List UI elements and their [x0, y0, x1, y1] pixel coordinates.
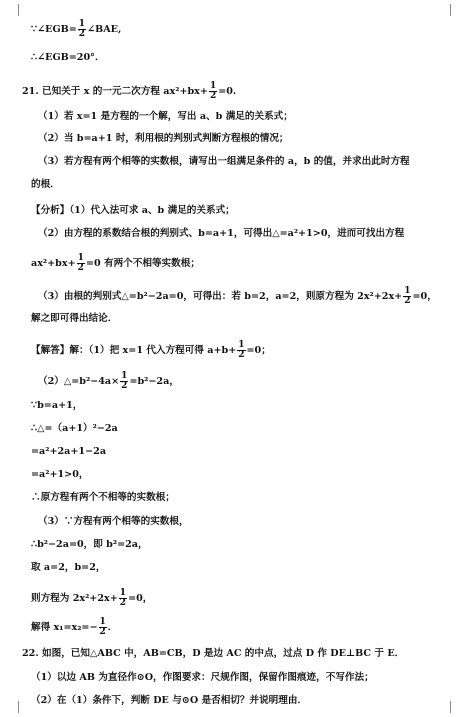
line-text-before-fraction: （3）由根的判别式△=b²−2a=0，可得出：若 b=2，a=2，则原方程为 2x²+2x+ — [38, 291, 403, 302]
line-text-after-fraction: =0， — [128, 593, 153, 604]
text-line-l01 — [31, 20, 451, 39]
line-text: ∴△=（a+1）²−2a — [31, 423, 118, 434]
text-line-l06 — [38, 156, 458, 168]
text-line-l27 — [31, 695, 451, 707]
crop-mark-bottom-right — [450, 701, 461, 713]
line-text-after-fraction: =0. — [218, 86, 237, 97]
fraction-denominator: 2 — [119, 598, 127, 608]
line-text: 解之即可得出结论． — [31, 313, 118, 324]
text-line-l15 — [31, 400, 451, 412]
line-text-after-fraction: ∠BAE, — [87, 24, 122, 35]
crop-mark-top-left — [8, 4, 19, 16]
text-line-l19 — [31, 492, 451, 504]
line-text: （2）当 b=a+1 时，利用根的判别式判断方程根的情况； — [38, 133, 289, 144]
line-text: （1）若 x=1 是方程的一个解，写出 a、b 满足的关系式； — [38, 111, 293, 122]
line-text-before-fraction: （2）△=b²−4a× — [38, 376, 120, 387]
line-text-before-fraction: 解得 x₁=x₂=− — [31, 622, 98, 633]
line-text: 取 a=2，b=2， — [31, 562, 106, 573]
line-text: （2）在（1）条件下，判断 DE 与⊙O 是否相切？并说明理由． — [31, 695, 308, 706]
fraction — [237, 341, 245, 360]
fraction — [77, 254, 85, 273]
fraction — [209, 82, 217, 101]
fraction-numerator: 1 — [99, 617, 106, 627]
text-line-l20 — [38, 516, 458, 528]
line-text-before-fraction: 21. 已知关于 x 的一元二次方程 ax²+bx+ — [22, 86, 208, 97]
fraction-denominator: 2 — [77, 263, 84, 273]
fraction — [403, 287, 411, 306]
fraction — [119, 589, 127, 608]
line-text-before-fraction: 【解答】解：（1）把 x=1 代入方程可得 a+b+ — [31, 345, 237, 356]
text-line-l11 — [38, 287, 458, 306]
text-line-l16 — [31, 423, 451, 435]
fraction-denominator: 2 — [238, 350, 245, 360]
line-text-after-fraction: =b²−2a， — [129, 376, 179, 387]
line-text-after-fraction: =0 有两个不相等实数根； — [85, 258, 200, 269]
text-line-l22 — [31, 562, 451, 574]
line-text-before-fraction: ∵∠EGB= — [31, 24, 77, 35]
text-line-l07 — [31, 179, 451, 191]
fraction — [120, 372, 128, 391]
line-text: （3）∵方程有两个相等的实数根， — [38, 516, 189, 527]
text-line-l08 — [31, 205, 451, 217]
text-line-l18 — [31, 469, 451, 481]
line-text-before-fraction: 则方程为 2x²+2x+ — [31, 593, 118, 604]
text-line-l10 — [31, 254, 451, 273]
text-line-l12 — [31, 313, 451, 325]
text-line-l26 — [31, 672, 451, 684]
line-text: =a²+2a+1−2a — [31, 446, 107, 457]
fraction-numerator: 1 — [77, 253, 84, 263]
fraction-numerator: 1 — [78, 19, 86, 29]
line-text: ∵b=a+1， — [31, 400, 83, 411]
line-text: 【分析】（1）代入法可求 a、b 满足的关系式； — [31, 205, 235, 216]
line-text-before-fraction: ax²+bx+ — [31, 258, 76, 269]
crop-mark-bottom-left — [8, 701, 19, 713]
text-line-l24 — [31, 618, 451, 637]
fraction-denominator: 2 — [99, 627, 106, 637]
line-text: （2）由方程的系数结合根的判别式、b=a+1，可得出△=a²+1>0，进而可找出方程 — [38, 228, 405, 239]
fraction-numerator: 1 — [404, 286, 411, 296]
text-line-l21 — [31, 539, 451, 551]
fraction-denominator: 2 — [78, 29, 86, 39]
text-line-l05 — [38, 133, 458, 145]
text-line-l23 — [31, 589, 451, 608]
line-text: （3）若方程有两个相等的实数根，请写出一组满足条件的 a，b 的值，并求出此时方程 — [38, 156, 410, 167]
line-text-after-fraction: ． — [107, 622, 118, 633]
text-line-l25 — [22, 648, 442, 660]
text-line-l03 — [22, 82, 442, 101]
fraction-denominator: 2 — [404, 296, 411, 306]
line-text: ∴b²−2a=0，即 b²=2a， — [31, 539, 148, 550]
fraction-numerator: 1 — [209, 81, 217, 91]
line-text: 22. 如图，已知△ABC 中，AB=CB，D 是边 AC 的中点，过点 D 作 DE⊥BC 于 E． — [22, 648, 405, 659]
line-text: ∴原方程有两个不相等的实数根； — [31, 492, 175, 503]
fraction-numerator: 1 — [119, 588, 127, 598]
line-text: 的根． — [31, 179, 60, 190]
fraction — [99, 618, 107, 637]
text-line-l04 — [38, 111, 458, 123]
fraction-denominator: 2 — [209, 91, 217, 101]
line-text: =a²+1>0， — [31, 469, 89, 480]
text-line-l14 — [38, 372, 458, 391]
line-text: （1）以边 AB 为直径作⊙O，作图要求：尺规作图，保留作图痕迹，不写作法； — [31, 672, 374, 683]
line-text: ∴∠EGB=20°． — [31, 52, 105, 63]
fraction-numerator: 1 — [238, 340, 245, 350]
fraction-numerator: 1 — [121, 371, 128, 381]
text-line-l02 — [31, 52, 451, 64]
text-line-l13 — [31, 341, 451, 360]
fraction — [78, 20, 86, 39]
text-line-l17 — [31, 446, 451, 458]
line-text-after-fraction: =0； — [246, 345, 271, 356]
line-text-after-fraction: =0， — [412, 291, 437, 302]
text-line-l09 — [38, 228, 458, 240]
fraction-denominator: 2 — [121, 381, 128, 391]
crop-mark-top-right — [450, 4, 461, 16]
